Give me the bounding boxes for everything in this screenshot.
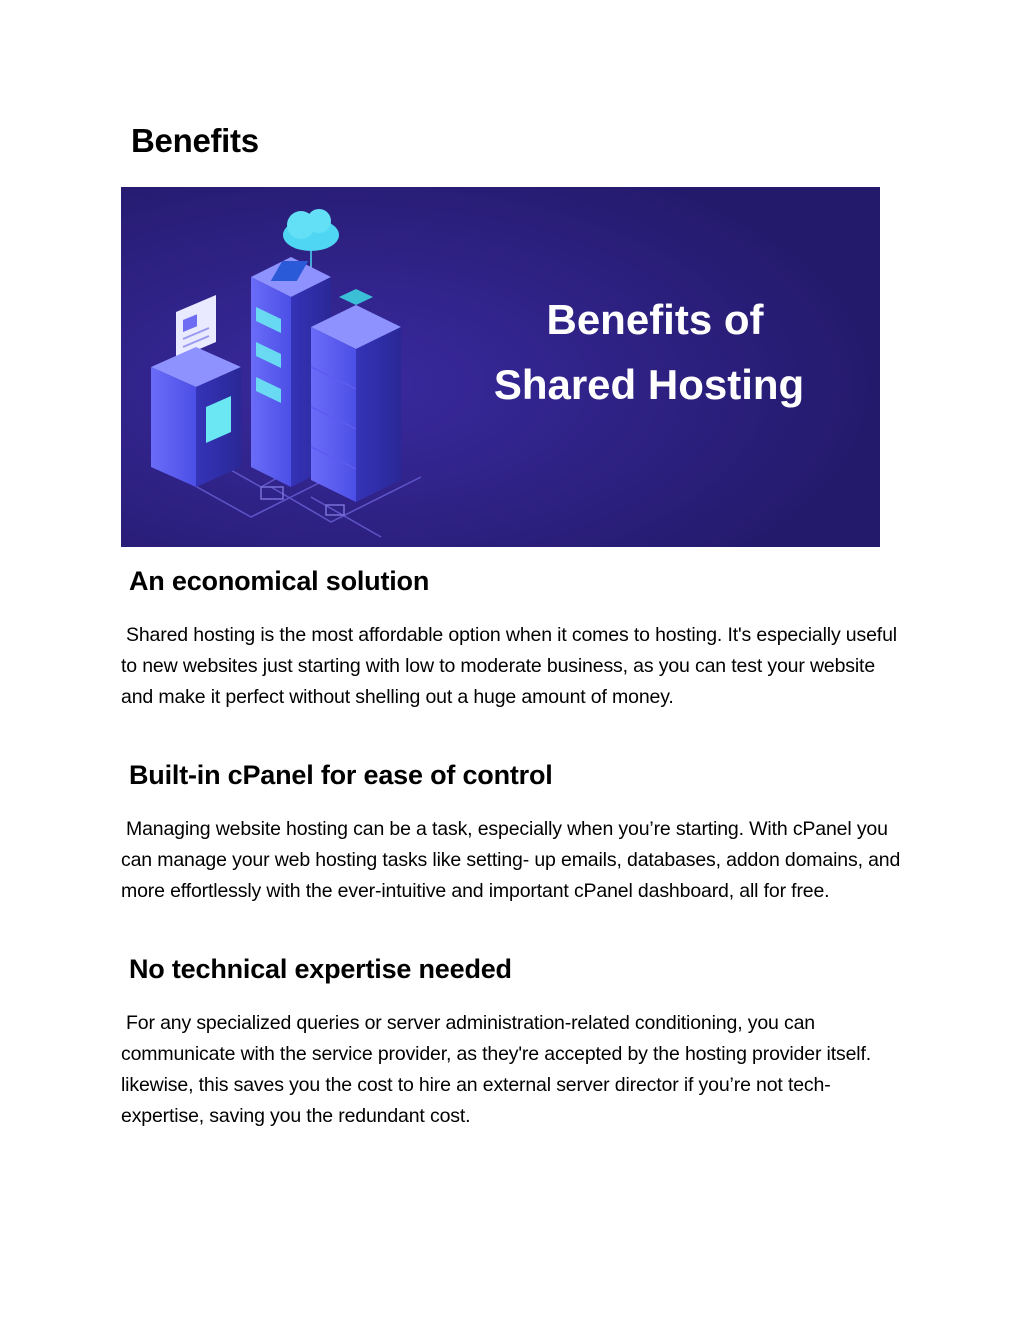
- banner-illustration: [121, 187, 880, 547]
- section-body-economical-text: Shared hosting is the most affordable option when it comes to hosting. It's especially useful to new websites just starting with low to moderate business, as you can test your website and make it perfect without shelling out a huge amount of money.: [121, 624, 897, 708]
- section-heading-cpanel: Built-in cPanel for ease of control: [129, 760, 553, 790]
- server-tower-right: [311, 289, 401, 502]
- section-heading-economical: An economical solution: [129, 566, 430, 596]
- section-body-cpanel-text: Managing website hosting can be a task, especially when you’re starting. With cPanel you can manage your web hosting tasks like setting- up emails, databases, addon domains, and more effortlessly with the ever-intuitive and important cPanel dashboard, all for free.: [121, 818, 901, 902]
- benefits-banner-image: [121, 187, 880, 547]
- section-body-economical: [121, 620, 911, 713]
- section-body-no-expertise: [121, 1008, 911, 1132]
- section-heading-no-expertise: No technical expertise needed: [129, 954, 512, 984]
- section-body-cpanel: [121, 814, 911, 907]
- server-tower-short: [151, 347, 241, 487]
- page-title: Benefits: [131, 122, 259, 159]
- section-body-no-expertise-text: For any specialized queries or server administration-related conditioning, you can communicate with the service provider, as they're accepted by the hosting provider itself. likewise, this saves you the cost to hire an external server director if you’re not tech- expertise, saving you the redundant cost.: [121, 1012, 872, 1127]
- banner-line-1: Benefits of: [546, 296, 764, 343]
- banner-line-2: Shared Hosting: [493, 361, 805, 408]
